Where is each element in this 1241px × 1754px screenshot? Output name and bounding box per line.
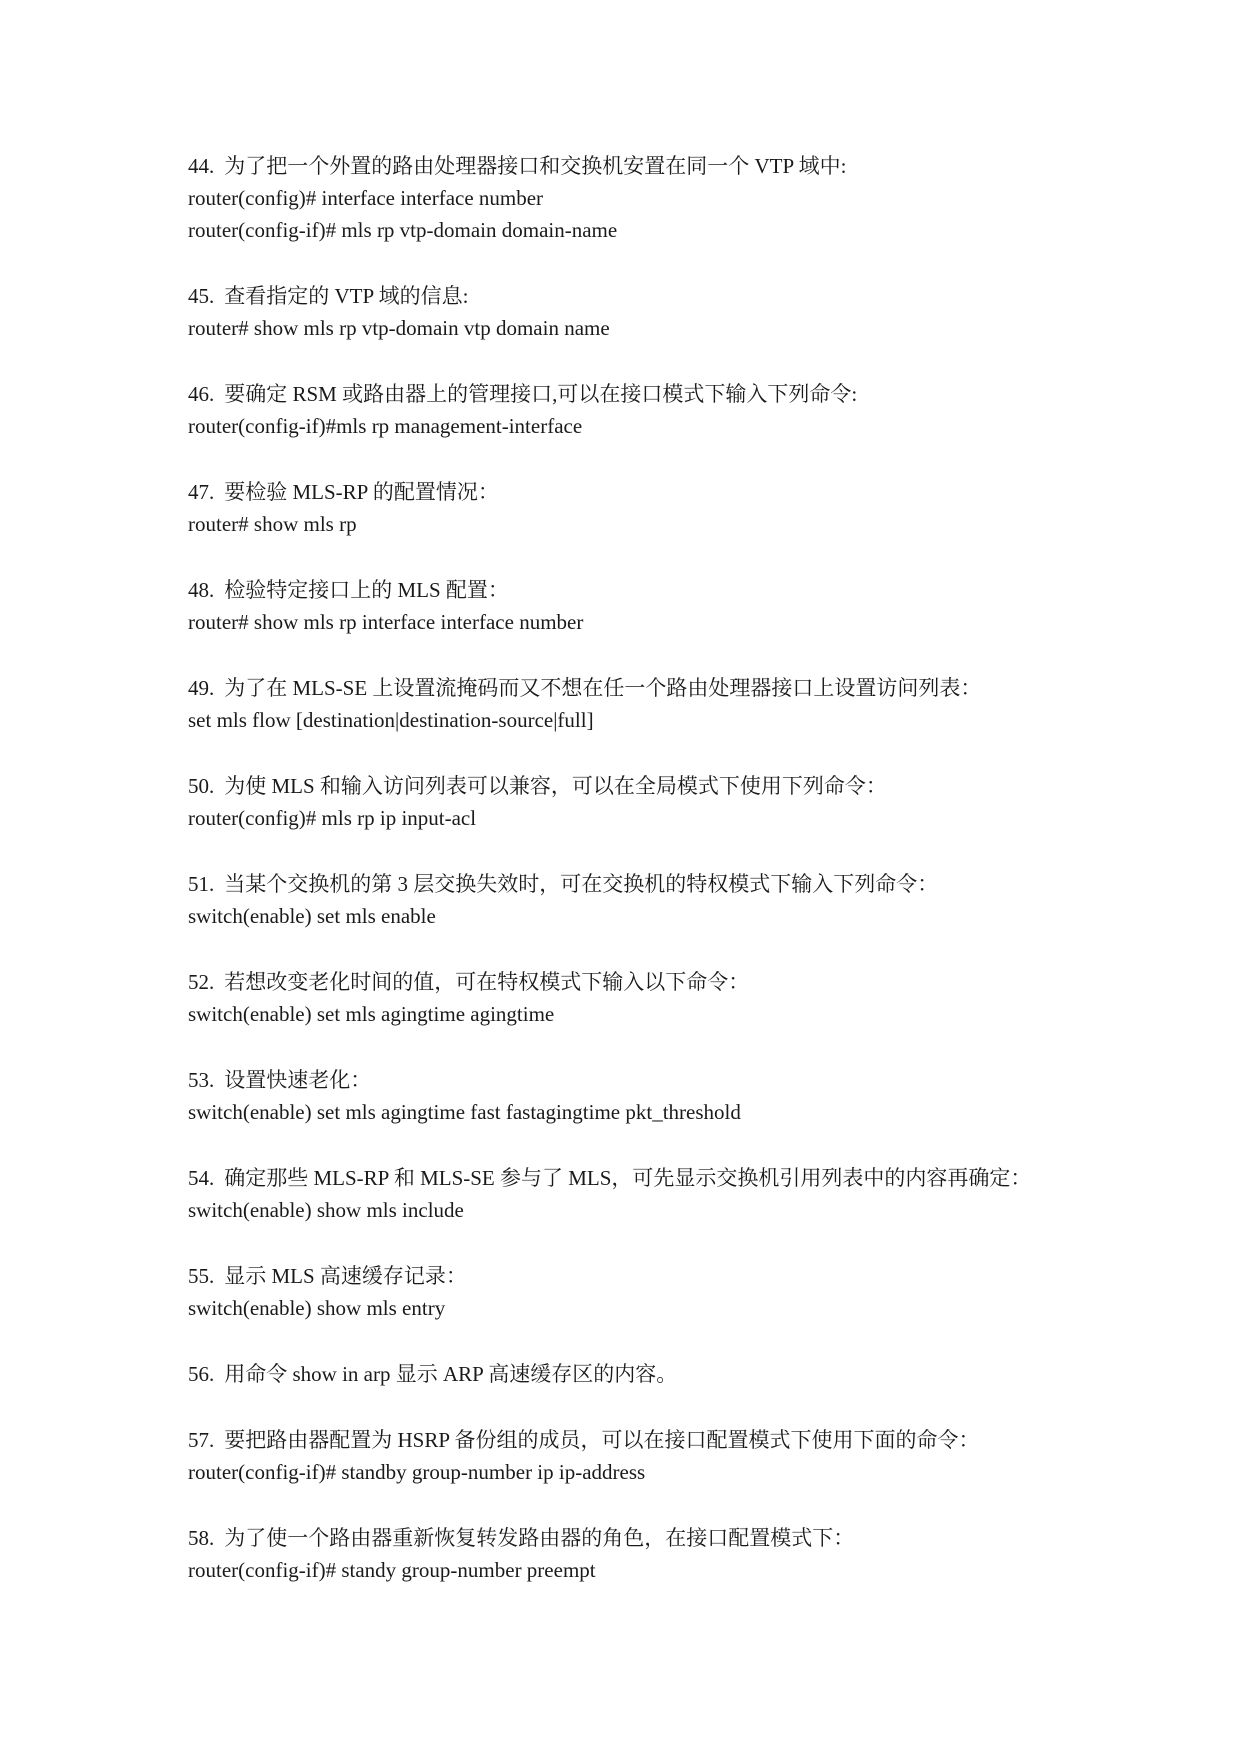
entry-number: 56. (188, 1362, 215, 1386)
entry-description: 显示 MLS 高速缓存记录： (224, 1264, 467, 1288)
entry-description-line (188, 476, 1088, 508)
command-entry (188, 1162, 1088, 1226)
command-entry (188, 966, 1088, 1030)
entry-description-line (188, 770, 1088, 802)
entry-number: 47. (188, 480, 215, 504)
command-line: switch(enable) show mls include (188, 1198, 464, 1222)
entry-description: 为了在 MLS-SE 上设置流掩码而又不想在任一个路由处理器接口上设置访问列表： (224, 676, 982, 700)
entry-description: 若想改变老化时间的值，可在特权模式下输入以下命令： (224, 970, 750, 994)
entry-number: 46. (188, 382, 215, 406)
entry-description-line (188, 1522, 1088, 1554)
entry-number: 48. (188, 578, 215, 602)
entry-description: 设置快速老化： (224, 1068, 372, 1092)
command-line: router(config-if)# mls rp vtp-domain domain-name (188, 218, 618, 242)
command-line: router(config)# mls rp ip input-acl (188, 806, 477, 830)
entry-description-line (188, 1064, 1088, 1096)
entry-number: 58. (188, 1526, 215, 1550)
entry-number: 50. (188, 774, 215, 798)
command-entry (188, 1358, 1088, 1390)
command-line: router(config-if)# standy group-number preempt (188, 1558, 596, 1582)
entry-description-line (188, 1162, 1088, 1194)
command-line: router(config-if)#mls rp management-interface (188, 414, 583, 438)
command-line: router(config)# interface interface number (188, 186, 544, 210)
entry-description-line (188, 280, 1088, 312)
entry-description: 检验特定接口上的 MLS 配置： (224, 578, 509, 602)
entry-description: 要确定 RSM 或路由器上的管理接口,可以在接口模式下输入下列命令: (224, 382, 858, 406)
entry-description-line (188, 150, 1088, 182)
entry-number: 54. (188, 1166, 215, 1190)
command-entry (188, 378, 1088, 442)
entry-number: 55. (188, 1264, 215, 1288)
entry-description: 为了把一个外置的路由处理器接口和交换机安置在同一个 VTP 域中: (224, 154, 847, 178)
command-line: router# show mls rp (188, 512, 357, 536)
command-line: switch(enable) set mls enable (188, 904, 436, 928)
entry-number: 45. (188, 284, 215, 308)
entry-description-line (188, 1358, 1088, 1390)
entry-description: 为了使一个路由器重新恢复转发路由器的角色，在接口配置模式下： (224, 1526, 855, 1550)
entry-number: 57. (188, 1428, 215, 1452)
command-entry (188, 476, 1088, 540)
command-line: router# show mls rp interface interface number (188, 610, 584, 634)
command-entry (188, 672, 1088, 736)
command-entry (188, 1064, 1088, 1128)
entry-description-line (188, 1424, 1088, 1456)
command-line: set mls flow [destination|destination-source|full] (188, 708, 594, 732)
entry-description: 要检验 MLS-RP 的配置情况： (224, 480, 499, 504)
entry-description-line (188, 966, 1088, 998)
entry-description: 查看指定的 VTP 域的信息: (224, 284, 469, 308)
entry-description-line (188, 1260, 1088, 1292)
command-entry (188, 1522, 1088, 1586)
entry-description-line (188, 378, 1088, 410)
command-entry (188, 1260, 1088, 1324)
command-line: switch(enable) show mls entry (188, 1296, 446, 1320)
entry-description: 确定那些 MLS-RP 和 MLS-SE 参与了 MLS，可先显示交换机引用列表中的内容再确定： (224, 1166, 1032, 1190)
entry-description-line (188, 868, 1088, 900)
entry-number: 44. (188, 154, 215, 178)
command-line: switch(enable) set mls agingtime fast fastagingtime pkt_threshold (188, 1100, 741, 1124)
document-body (188, 150, 1088, 1620)
command-entry (188, 280, 1088, 344)
entry-number: 53. (188, 1068, 215, 1092)
command-line: router(config-if)# standby group-number ip ip-address (188, 1460, 646, 1484)
command-entry (188, 574, 1088, 638)
entry-description: 为使 MLS 和输入访问列表可以兼容，可以在全局模式下使用下列命令： (224, 774, 887, 798)
entry-description: 当某个交换机的第 3 层交换失效时，可在交换机的特权模式下输入下列命令： (224, 872, 939, 896)
command-line: router# show mls rp vtp-domain vtp domain name (188, 316, 610, 340)
entry-description: 要把路由器配置为 HSRP 备份组的成员，可以在接口配置模式下使用下面的命令： (224, 1428, 980, 1452)
entry-description: 用命令 show in arp 显示 ARP 高速缓存区的内容。 (224, 1362, 678, 1386)
entry-number: 49. (188, 676, 215, 700)
entry-description-line (188, 672, 1088, 704)
entry-number: 52. (188, 970, 215, 994)
command-entry (188, 150, 1088, 246)
command-entry (188, 770, 1088, 834)
command-line: switch(enable) set mls agingtime agingtime (188, 1002, 555, 1026)
entry-description-line (188, 574, 1088, 606)
command-entry (188, 868, 1088, 932)
entry-number: 51. (188, 872, 215, 896)
command-entry (188, 1424, 1088, 1488)
